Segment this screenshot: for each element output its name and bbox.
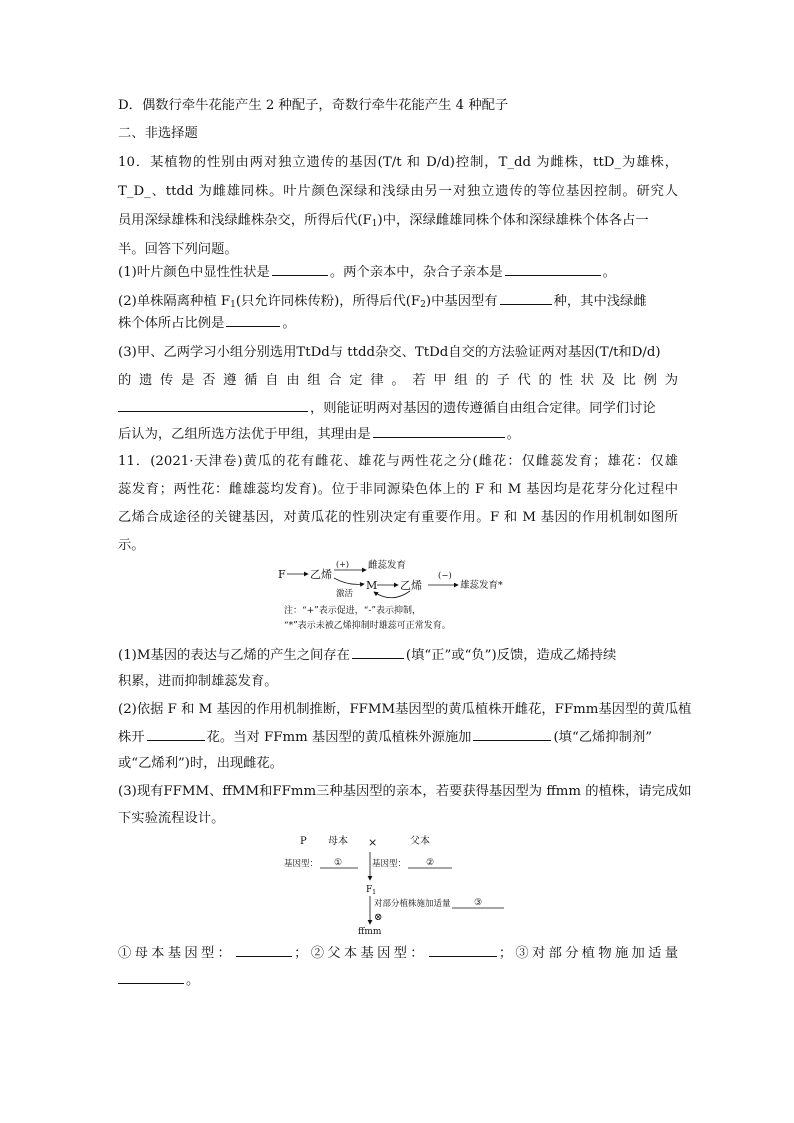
text: 。: [506, 427, 520, 442]
text: 后认为，乙组所选方法优于甲组，其理由是: [118, 427, 371, 442]
promote-sign: (+): [336, 560, 349, 569]
q11-answer-line-2: [118, 970, 678, 991]
cross-symbol: ×: [368, 836, 378, 849]
q11-part-3: (3)现有FFMM、ffMM和FFmm三种基因型的亲本，若要获得基因型为 ffmm 的植株，请完成如: [118, 784, 692, 799]
ethylene-mechanism-diagram: [270, 556, 530, 638]
answer-blank[interactable]: [500, 291, 552, 305]
q11-part-2-line-2: [118, 727, 678, 748]
arrow-activate: [334, 578, 364, 584]
father-label: 父本: [410, 836, 430, 847]
q10-part-3: (3)甲、乙两学习小组分别选用TtDd与 ttdd杂交、TtDd自交的方法验证两对基因(T/t和D/d): [118, 345, 661, 360]
mother-label: 母本: [328, 836, 348, 847]
text: ；②父本基因型：: [294, 946, 427, 961]
subscript: 1: [371, 219, 378, 229]
section-heading: 二、非选择题: [118, 126, 198, 141]
f1-subscript: 1: [372, 888, 377, 896]
ethylene-label: 乙烯: [400, 579, 422, 592]
q10-line-2: T_D_、ttdd 为雌雄同株。叶片颜色深绿和浅绿由另一对独立遗传的等位基因控制。研究人: [118, 184, 678, 199]
text: 。两个亲本中，杂合子亲本是: [329, 265, 503, 280]
q11-part-3-line-2: 下实验流程设计。: [118, 811, 225, 826]
q10-line-1: 10．某植物的性别由两对独立遗传的基因(T/t 和 D/d)控制，T_dd 为雌株，ttD_为雄株，: [118, 155, 678, 170]
answer-blank[interactable]: [272, 262, 328, 276]
ethylene-label: 乙烯: [310, 568, 332, 581]
text: (只允许同株传粉)，所得后代(F: [235, 294, 421, 309]
q11-line-4: 示。: [118, 538, 145, 553]
text: ，则能证明两对基因的遗传遵循自由组合定律。同学们讨论: [310, 401, 656, 416]
q11-answer-line: [118, 943, 678, 964]
q10-line-4: 半。回答下列问题。: [118, 242, 238, 257]
text: 。: [186, 973, 200, 988]
q11-line-1: 11．(2021·天津卷)黄瓜的花有雌花、雄花与两性花之分(雌花：仅雌蕊发育；雄花：仅雄: [118, 454, 678, 469]
q11-part-1: [118, 645, 678, 666]
text: 员用深绿雄株和浅绿雌株杂交，所得后代(F: [118, 213, 372, 228]
q10-part-2: [118, 291, 678, 315]
answer-blank[interactable]: [147, 727, 205, 741]
gene-f-label: F: [278, 568, 286, 581]
answer-blank[interactable]: [352, 645, 404, 659]
text: (2)单株隔离种植 F: [118, 294, 231, 309]
text: ①母本基因型：: [118, 946, 235, 961]
arrow-feedback: [374, 591, 410, 598]
pistil-development-label: 雌蕊发育: [368, 560, 407, 571]
option-d: D．偶数行牵牛花能产生 2 种配子，奇数行牵牛花能产生 4 种配子: [118, 98, 509, 113]
genotype-label: 基因型：: [284, 859, 319, 869]
answer-blank[interactable]: [505, 262, 601, 276]
answer-blank[interactable]: [118, 970, 184, 984]
blank-2-marker: ②: [426, 858, 435, 868]
result-genotype: ffmm: [358, 927, 382, 936]
q10-part-3-line-2: 的 遗 传 是 否 遵 循 自 由 组 合 定 律 。 若 甲 组 的 子 代 的 性 状 及 比 例 为: [118, 373, 678, 388]
inhibit-sign: (−): [438, 571, 452, 581]
q10-part-2-cont: [118, 313, 678, 334]
diagram-note-1: 注：“+”表示促进，“-”表示抑制，: [284, 606, 421, 616]
stamen-development-label: 雄蕊发育*: [460, 580, 503, 591]
answer-blank[interactable]: [118, 398, 308, 412]
text: 花。当对 FFmm 基因型的黄瓜植株外源施加: [206, 730, 472, 745]
subscript: 1: [230, 300, 236, 310]
q11-part-2: (2)依据 F 和 M 基因的作用机制推断，FFMM基因型的黄瓜植株开雌花，FFmm基因型的黄瓜植: [118, 702, 692, 717]
blank-3-marker: ③: [474, 898, 483, 908]
text: 株个体所占比例是: [118, 316, 225, 331]
text: 。: [602, 265, 616, 280]
q10-part-3-line-4: [118, 424, 678, 445]
f1-label: F: [366, 885, 373, 895]
self-cross-symbol: ⊗: [374, 912, 383, 923]
text: )中，深绿雌雄同株个体和深绿雄株个体各占一: [377, 213, 649, 228]
text: (1)M基因的表达与乙烯的产生之间存在: [118, 648, 350, 663]
activate-label: 激活: [336, 589, 354, 599]
text: )中基因型有: [425, 294, 498, 309]
q10-line-3: [118, 211, 678, 234]
text: (1)叶片颜色中显性性状是: [118, 265, 270, 280]
q10-part-1: [118, 262, 678, 283]
genotype-label: 基因型：: [372, 859, 407, 869]
breeding-flowchart: [280, 828, 520, 936]
text: (填“正”或“负”)反馈，造成乙烯持续: [405, 648, 617, 663]
q11-part-2-line-3: 或“乙烯利”)时，出现雌花。: [118, 756, 284, 771]
subscript: 2: [420, 300, 426, 310]
q10-part-3-line-3: [118, 398, 678, 419]
p-label: P: [300, 836, 307, 847]
text: 株开: [118, 730, 145, 745]
answer-blank[interactable]: [429, 943, 497, 957]
answer-blank[interactable]: [473, 727, 551, 741]
text: 种，其中浅绿雌: [553, 294, 647, 309]
apply-label: 对部分植株施加适量: [374, 899, 451, 909]
gene-m-label: M: [366, 579, 378, 592]
q11-line-2: 蕊发育；两性花：雌雄蕊均发育)。位于非同源染色体上的 F 和 M 基因均是花芽分化过程中: [118, 482, 678, 497]
diagram-note-2: “*”表示未被乙烯抑制时雄蕊可正常发育。: [284, 621, 451, 631]
answer-blank[interactable]: [236, 943, 292, 957]
text: ；③对部分植物施加适量: [498, 946, 679, 961]
answer-blank[interactable]: [226, 313, 280, 327]
text: 。: [282, 316, 296, 331]
blank-1-marker: ①: [334, 858, 343, 868]
text: (填“乙烯抑制剂”: [553, 730, 653, 745]
q11-line-3: 乙烯合成途径的关键基因，对黄瓜花的性别决定有重要作用。F 和 M 基因的作用机制如图所: [118, 510, 678, 525]
answer-blank[interactable]: [373, 424, 505, 438]
q11-part-1-cont: 积累，进而抑制雄蕊发育。: [118, 674, 278, 689]
